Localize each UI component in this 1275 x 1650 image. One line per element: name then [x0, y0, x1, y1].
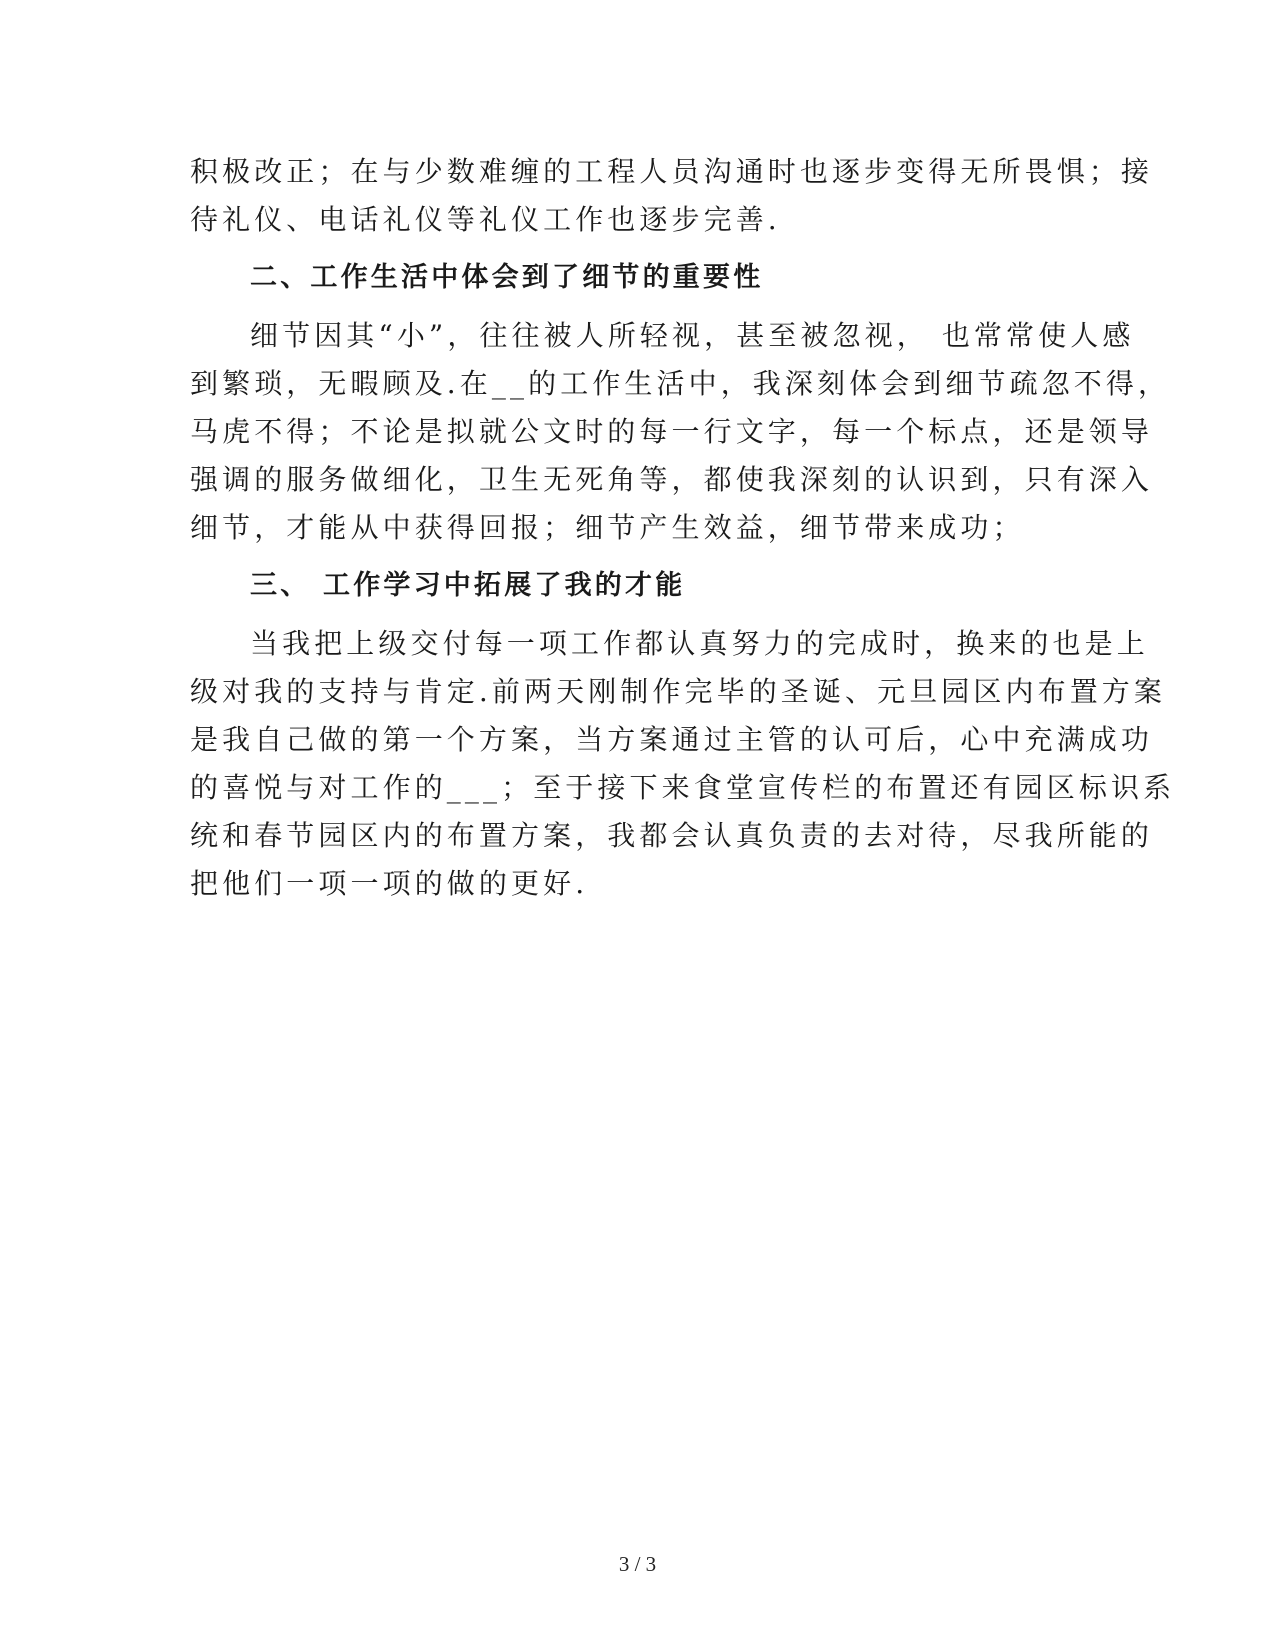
section-heading-3: 三、 工作学习中拓展了我的才能 — [250, 570, 686, 601]
paragraph-intro — [190, 148, 1154, 244]
text-line: 强调的服务做细化，卫生无死角等，都使我深刻的认识到，只有深入 — [190, 463, 1154, 496]
text-line: 统和春节园区内的布置方案，我都会认真负责的去对待，尽我所能的 — [190, 819, 1154, 852]
text-line: 细节，才能从中获得回报；细节产生效益，细节带来成功； — [190, 511, 1025, 544]
text-line: 马虎不得；不论是拟就公文时的每一行文字，每一个标点，还是领导 — [190, 415, 1154, 448]
document-body — [190, 148, 1176, 908]
text-line: 到繁琐，无暇顾及.在__的工作生活中，我深刻体会到细节疏忽不得， — [190, 367, 1171, 400]
text-line: 是我自己做的第一个方案，当方案通过主管的认可后，心中充满成功 — [190, 723, 1154, 756]
paragraph-section-2 — [190, 312, 1171, 552]
page-number: 3 / 3 — [618, 1552, 657, 1576]
paragraph-section-3 — [190, 620, 1176, 908]
text-line: 积极改正；在与少数难缠的工程人员沟通时也逐步变得无所畏惧；接 — [190, 155, 1154, 188]
section-heading-2: 二、工作生活中体会到了细节的重要性 — [250, 262, 764, 293]
text-line: 细节因其“小”，往往被人所轻视，甚至被忽视， 也常常使人感 — [250, 319, 1135, 352]
text-line: 级对我的支持与肯定.前两天刚制作完毕的圣诞、元旦园区内布置方案 — [190, 675, 1167, 708]
text-line: 待礼仪、电话礼仪等礼仪工作也逐步完善. — [190, 203, 781, 236]
text-line: 把他们一项一项的做的更好. — [190, 867, 589, 900]
text-line: 当我把上级交付每一项工作都认真努力的完成时，换来的也是上 — [250, 627, 1149, 660]
text-line: 的喜悦与对工作的___；至于接下来食堂宣传栏的布置还有园区标识系 — [190, 771, 1176, 804]
